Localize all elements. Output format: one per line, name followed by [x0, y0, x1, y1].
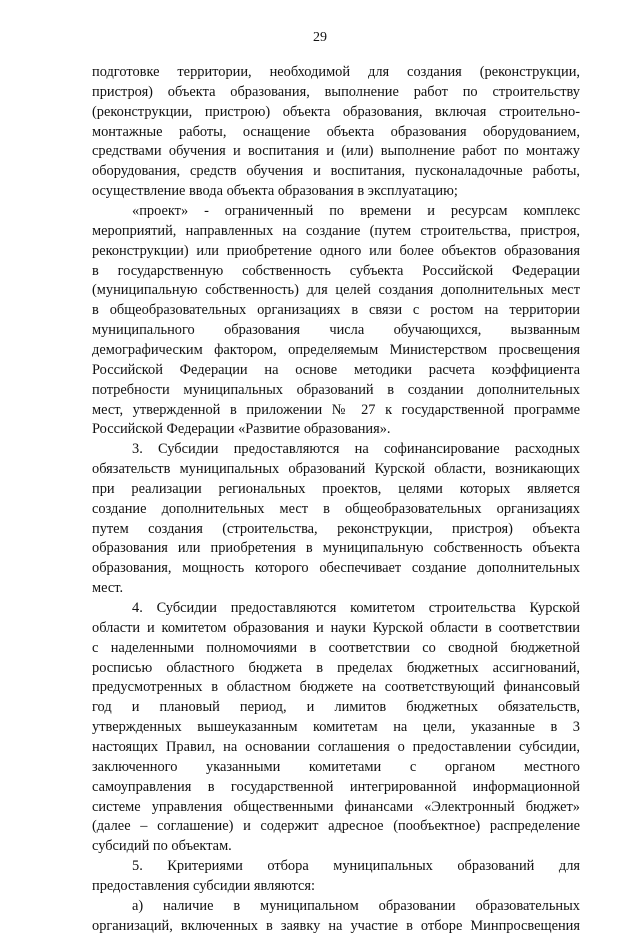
text-line: мест.	[92, 580, 124, 597]
text-line: год и плановый период, и лимитов бюджетных обязательств,	[92, 699, 580, 716]
text-line: области и комитетом образования и науки Курской области в соответствии	[92, 619, 580, 636]
text-line: пристроя) объекта образования, выполнение работ по строительству	[92, 83, 580, 100]
text-line: мест, утвержденной в приложении № 27 к государственной программе	[92, 401, 580, 418]
text-line: предоставления субсидии являются:	[92, 877, 315, 894]
text-line: самоуправления в государственной интегрированной информационной	[92, 778, 580, 795]
text-line: средствами обучения и воспитания и (или) выполнение работ по монтажу	[92, 143, 580, 160]
text-line: подготовке территории, необходимой для создания (реконструкции,	[92, 64, 580, 80]
text-line: в государственную собственность субъекта Российской Федерации	[92, 262, 580, 279]
text-line: предусмотренных в областном бюджете на соответствующий финансовый	[92, 679, 580, 696]
text-line: в общеобразовательных организациях в связи с ростом на территории	[92, 302, 580, 319]
text-line: системе управления общественными финансами «Электронный бюджет»	[92, 798, 580, 815]
text-line: создание дополнительных мест в общеобразовательных организациях	[92, 500, 580, 517]
text-line: организаций, включенных в заявку на участие в отборе Минпросвещения	[92, 917, 580, 934]
text-line: утвержденных вышеуказанным комитетам на цели, указанные в 3	[92, 719, 580, 736]
text-line: (далее – соглашение) и содержит адресное (пообъектное) распределение	[92, 818, 580, 835]
text-line: (муниципальную собственность) для целей создания дополнительных мест	[92, 282, 580, 299]
text-line: оборудования, средств обучения и воспитания, пусконаладочные работы,	[92, 163, 580, 180]
text-line: муниципального образования числа обучающихся, вызванным	[92, 322, 580, 339]
text-line: 3. Субсидии предоставляются на софинансирование расходных	[132, 441, 580, 458]
text-line: настоящих Правил, на основании соглашения о предоставлении субсидии,	[92, 738, 580, 755]
text-line: росписью областного бюджета в пределах бюджетных ассигнований,	[92, 659, 580, 676]
text-line: заключенного указанными комитетами с органом местного	[92, 758, 580, 775]
text-line: реконструкции) или приобретение одного или более объектов образования	[92, 242, 580, 259]
text-line: образования, мощность которого обеспечивает создание дополнительных	[92, 560, 580, 577]
text-line: потребности муниципальных образований в создании дополнительных	[92, 381, 580, 398]
text-line: с наделенными полномочиями в соответствии со сводной бюджетной	[92, 639, 580, 656]
text-line: (реконструкции, пристрою) объекта образования, включая строительно-	[92, 103, 580, 120]
text-line: а) наличие в муниципальном образовании образовательных	[132, 897, 580, 914]
text-line: 5. Критериями отбора муниципальных образований для	[132, 858, 580, 874]
text-line: путем создания (строительства, реконструкции, пристроя) объекта	[92, 520, 580, 537]
page-number: 29	[313, 30, 327, 45]
text-line: обязательств муниципальных образований Курской области, возникающих	[92, 461, 580, 477]
text-line: Российской Федерации на основе методики расчета коэффициента	[92, 361, 580, 378]
text-line: «проект» - ограниченный по времени и ресурсам комплекс	[132, 203, 580, 219]
text-line: осуществление ввода объекта образования в эксплуатацию;	[92, 183, 458, 200]
text-line: мероприятий, направленных на создание (путем строительства, пристроя,	[92, 222, 580, 239]
text-line: при реализации региональных проектов, целями которых является	[92, 480, 580, 497]
text-line: Российской Федерации «Развитие образования».	[92, 421, 391, 438]
text-line: демографическим фактором, определяемым Министерством просвещения	[92, 341, 580, 358]
text-line: монтажные работы, оснащение объекта образования оборудованием,	[92, 123, 580, 140]
text-line: 4. Субсидии предоставляются комитетом строительства Курской	[132, 600, 580, 616]
text-line: образования или приобретения в муниципальную собственность объекта	[92, 540, 580, 557]
text-line: субсидий по объектам.	[92, 838, 232, 855]
